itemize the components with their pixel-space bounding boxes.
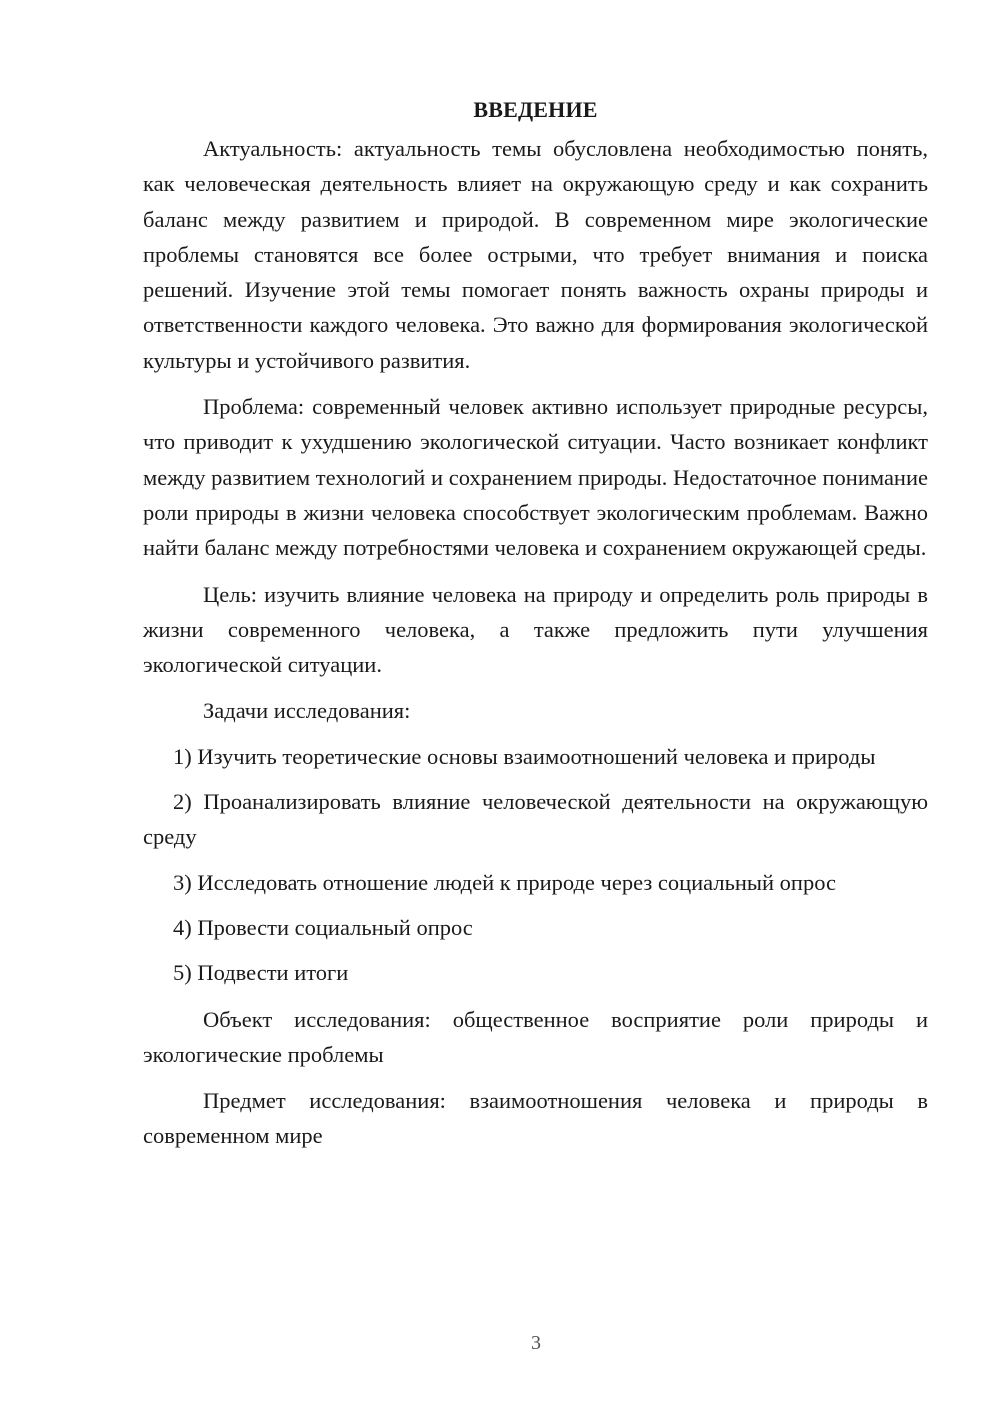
paragraph-object: Объект исследования: общественное восприятие роли природы и экологические проблемы xyxy=(143,1006,928,1067)
task-item-2: 2) Проанализировать влияние человеческой деятельности на окружающую среду xyxy=(143,789,928,850)
paragraph-goal: Цель: изучить влияние человека на природу и определить роль природы в жизни современного человека, а также предложить пути улучшения экологической ситуации. xyxy=(143,581,928,678)
document-body xyxy=(143,92,928,1154)
task-item-4: 4) Провести социальный опрос xyxy=(173,914,473,940)
tasks-heading: Задачи исследования: xyxy=(203,698,411,724)
task-item-3: 3) Исследовать отношение людей к природе через социальный опрос xyxy=(173,869,837,895)
paragraph-relevance: Актуальность: актуальность темы обусловлена необходимостью понять, как человеческая деятельность влияет на окружающую среду и как сохранить баланс между развитием и природой. В современном мире экологические проблемы становятся все более острыми, что требует внимания и поиска решений. Изучение этой темы помогает понять важность охраны природы и ответственности каждого человека. Это важно для формирования экологической культуры и устойчивого развития. xyxy=(143,136,928,373)
paragraph-subject: Предмет исследования: взаимоотношения человека и природы в современном мире xyxy=(143,1088,928,1149)
paragraph-problem: Проблема: современный человек активно использует природные ресурсы, что приводит к ухудшению экологической ситуации. Часто возникает конфликт между развитием технологий и сохранением природы. Недостаточное понимание роли природы в жизни человека способствует экологическим проблемам. Важно найти баланс между потребностями человека и сохранением окружающей среды. xyxy=(143,394,928,561)
page-number: 3 xyxy=(531,1332,541,1354)
section-title: ВВЕДЕНИЕ xyxy=(473,97,598,122)
task-item-5: 5) Подвести итоги xyxy=(173,960,349,986)
task-item-1: 1) Изучить теоретические основы взаимоотношений человека и природы xyxy=(173,743,876,769)
